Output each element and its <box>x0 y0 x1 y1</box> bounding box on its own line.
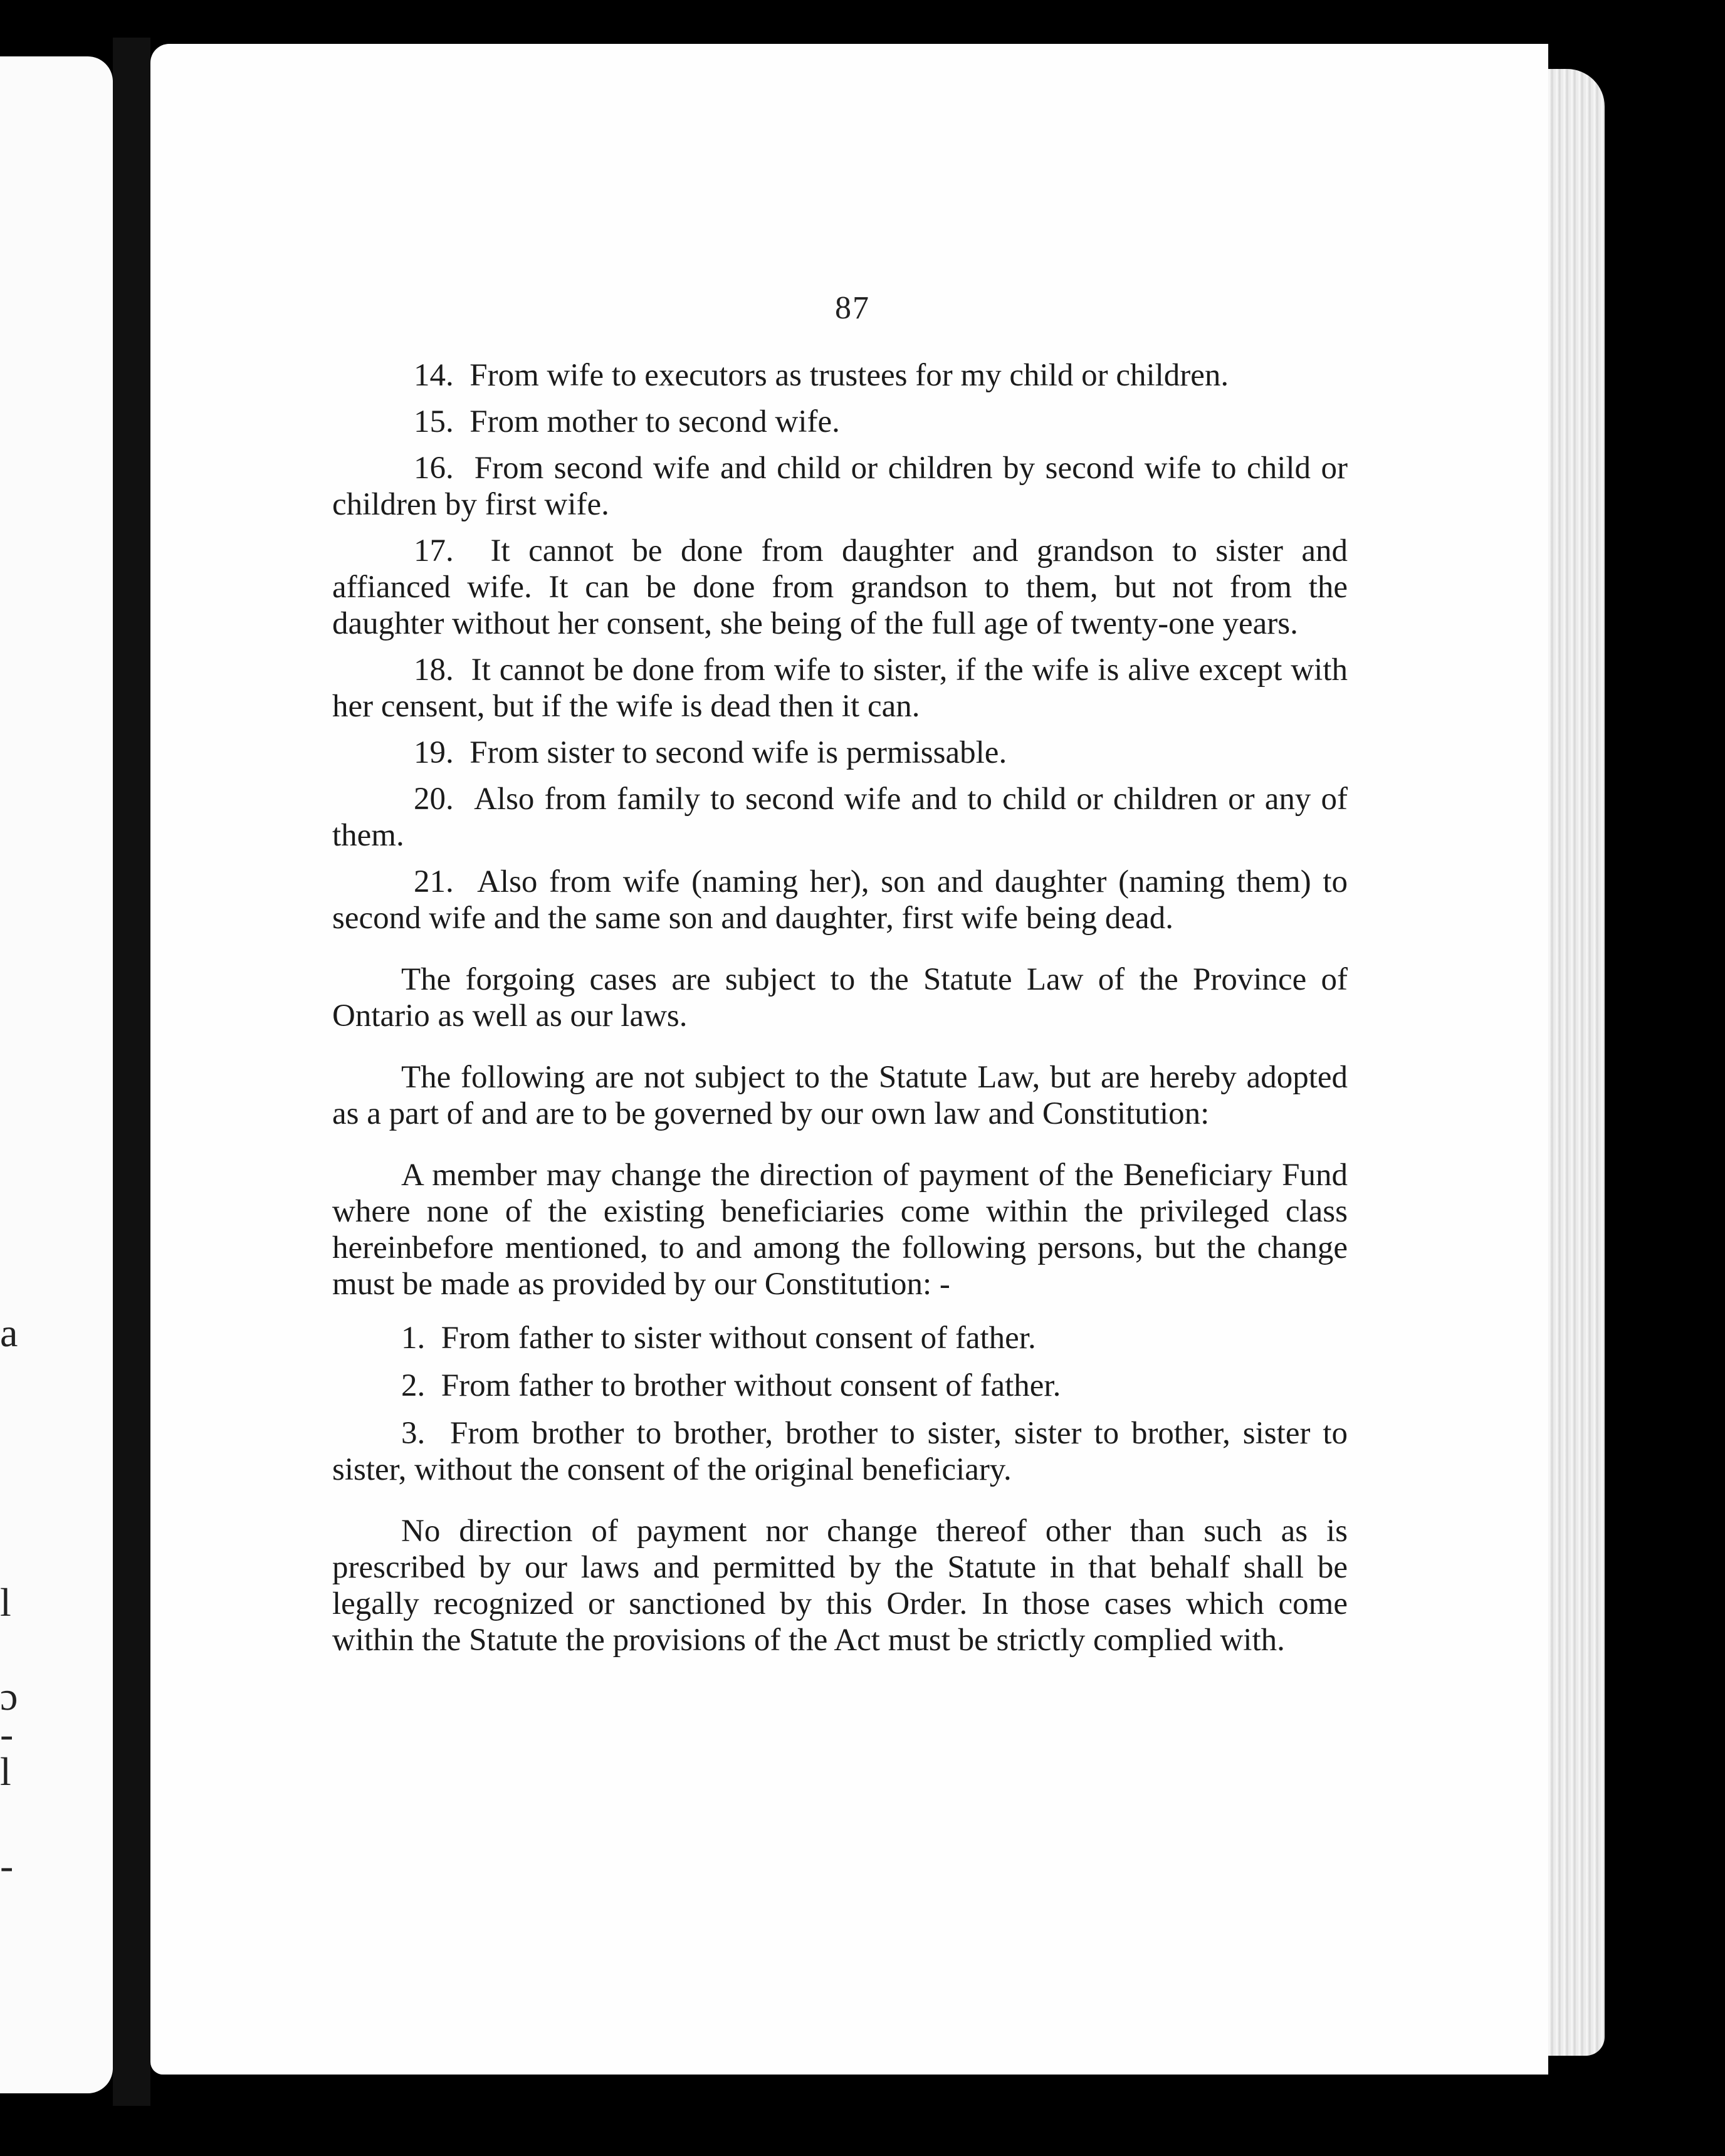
list-item <box>332 1415 1348 1488</box>
member-change-paragraph: A member may change the direction of payment of the Beneficiary Fund where none of the existing beneficiaries come within the privileged class hereinbefore mentioned, to and among the following persons, but the change must be made as provided by our Constitution: - <box>332 1158 1348 1302</box>
item-text: It cannot be done from daughter and grandson to sister and affianced wife. It can be done from grandson to them, but not from the daughter without her consent, she being of the full age of twenty-one years. <box>332 533 1348 641</box>
numbered-item <box>332 864 1348 936</box>
item-number: 19. <box>414 735 454 770</box>
item-text: Also from family to second wife and to child or children or any of them. <box>332 782 1348 853</box>
item-text: From mother to second wife. <box>469 404 840 439</box>
numbered-item <box>332 533 1348 642</box>
list-text: From father to sister without consent of father. <box>441 1321 1036 1356</box>
left-mark: l <box>0 1580 11 1625</box>
item-text: From second wife and child or children by second wife to child or children by first wife. <box>332 451 1348 522</box>
numbered-item <box>332 781 1348 854</box>
book-page <box>150 44 1548 2075</box>
item-text: From sister to second wife is permissable. <box>469 735 1007 770</box>
numbered-item <box>332 357 1348 394</box>
item-number: 17. <box>414 533 454 568</box>
list-text: From brother to brother, brother to sister, sister to brother, sister to sister, without the consent of the original beneficiary. <box>332 1416 1348 1487</box>
numbered-item <box>332 652 1348 725</box>
left-mark: - <box>0 1712 14 1756</box>
left-page-fragment <box>0 56 113 2093</box>
list-number: 2. <box>401 1368 426 1403</box>
final-paragraph: No direction of payment nor change thereof other than such as is prescribed by our laws and permitted by the Statute in that behalf shall be legally recognized or sanctioned by this Order. In those cases which come within the Statute the provisions of the Act must be strictly complied with. <box>332 1514 1348 1658</box>
numbered-item <box>332 404 1348 440</box>
list-item <box>332 1320 1348 1356</box>
item-number: 14. <box>414 358 454 393</box>
left-mark: a <box>0 1311 18 1355</box>
item-text: It cannot be done from wife to sister, if the wife is alive except with her censent, but if the wife is dead then it can. <box>332 652 1348 724</box>
not-subject-paragraph: The following are not subject to the Statute Law, but are hereby adopted as a part of and are to be governed by our own law and Constitution: <box>332 1060 1348 1131</box>
item-number: 20. <box>414 782 454 817</box>
list-text: From father to brother without consent of father. <box>441 1368 1061 1403</box>
item-text: From wife to executors as trustees for my child or children. <box>469 358 1229 393</box>
book-gutter <box>113 38 150 2106</box>
item-number: 16. <box>414 451 454 486</box>
list-item <box>332 1368 1348 1404</box>
page-number: 87 <box>835 290 870 326</box>
list-number: 1. <box>401 1321 426 1356</box>
left-mark: ɔ <box>0 1674 18 1719</box>
numbered-item <box>332 735 1348 771</box>
statute-paragraph: The forgoing cases are subject to the Statute Law of the Province of Ontario as well as our laws. <box>332 962 1348 1034</box>
page-body <box>332 357 1348 1676</box>
numbered-item <box>332 450 1348 523</box>
item-text: Also from wife (naming her), son and daughter (naming them) to second wife and the same son and daughter, first wife being dead. <box>332 864 1348 936</box>
left-mark: l <box>0 1749 11 1794</box>
item-number: 21. <box>414 864 454 899</box>
item-number: 18. <box>414 652 454 688</box>
left-mark: - <box>0 1843 14 1888</box>
item-number: 15. <box>414 404 454 439</box>
list-number: 3. <box>401 1416 426 1451</box>
